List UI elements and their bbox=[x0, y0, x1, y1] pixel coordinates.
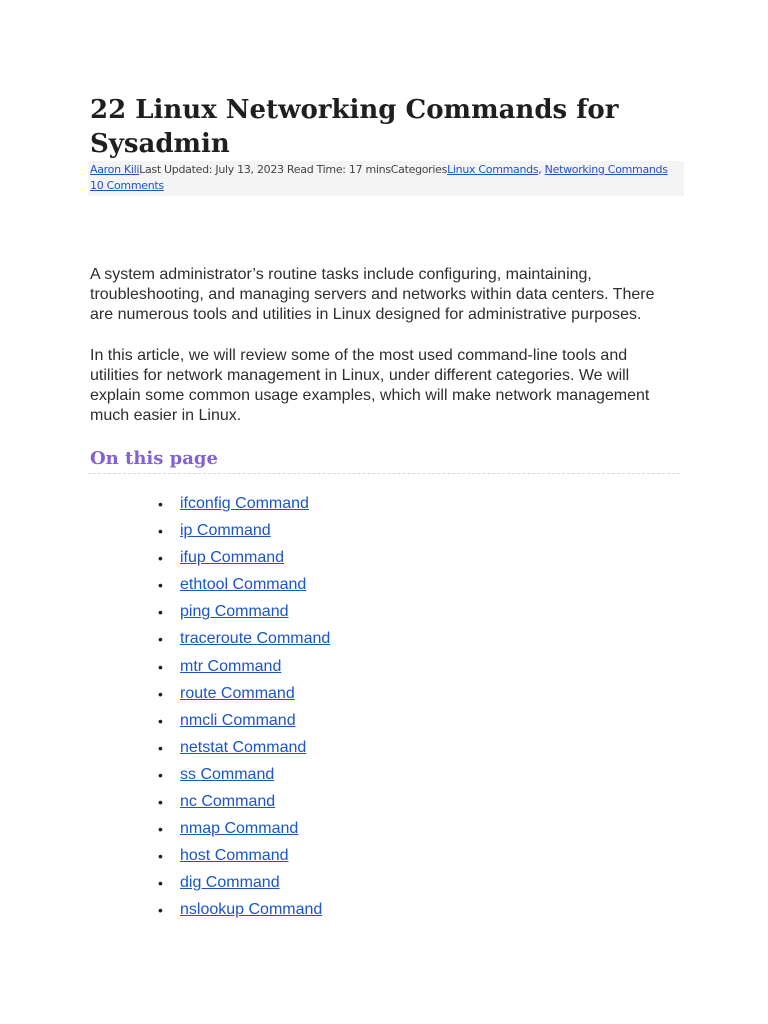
toc-item bbox=[158, 573, 330, 600]
author-link[interactable]: Aaron Kili bbox=[90, 163, 140, 176]
bullet-icon: • bbox=[158, 794, 163, 811]
toc-link[interactable]: host Command bbox=[180, 847, 289, 865]
toc-heading: On this page bbox=[90, 448, 218, 469]
toc-item bbox=[158, 546, 330, 573]
bullet-icon: • bbox=[158, 685, 163, 702]
intro-paragraph: A system administrator’s routine tasks include configuring, maintaining, troubleshooting, and managing servers and networks within data centers. There are numerous tools and utilities in Linux designed for administrative purposes. bbox=[90, 266, 655, 323]
comments-link[interactable]: 10 Comments bbox=[90, 179, 164, 192]
toc-item bbox=[158, 655, 330, 682]
toc-link[interactable]: nmap Command bbox=[180, 820, 299, 838]
bullet-icon: • bbox=[158, 631, 163, 648]
toc-link[interactable]: ifup Command bbox=[180, 549, 285, 567]
toc-list bbox=[158, 492, 330, 926]
bullet-icon: • bbox=[158, 496, 163, 512]
bullet-icon: • bbox=[158, 550, 163, 567]
toc-item bbox=[158, 763, 330, 790]
toc-link[interactable]: mtr Command bbox=[180, 657, 282, 675]
toc-item bbox=[158, 709, 330, 736]
toc-item bbox=[158, 871, 330, 898]
toc-link[interactable]: ip Command bbox=[180, 522, 271, 540]
bullet-icon: • bbox=[158, 523, 163, 540]
toc-link[interactable]: ethtool Command bbox=[180, 576, 307, 594]
toc-item bbox=[158, 898, 330, 925]
toc-item bbox=[158, 736, 330, 763]
bullet-icon: • bbox=[158, 766, 163, 783]
bullet-icon: • bbox=[158, 848, 163, 865]
bullet-icon: • bbox=[158, 875, 163, 892]
toc-link[interactable]: nslookup Command bbox=[180, 901, 323, 919]
toc-item bbox=[158, 790, 330, 817]
toc-item bbox=[158, 627, 330, 654]
toc-link[interactable]: ss Command bbox=[180, 765, 275, 783]
overview-paragraph: In this article, we will review some of the most used command-line tools and utilities for network management in Linux, under different categories. We will explain some common usage examples, which will make network management much easier in Linux. bbox=[90, 347, 650, 424]
toc-link[interactable]: ping Command bbox=[180, 603, 289, 621]
bullet-icon: • bbox=[158, 658, 163, 675]
bullet-icon: • bbox=[158, 902, 163, 919]
toc-item bbox=[158, 519, 330, 546]
toc-item bbox=[158, 600, 330, 627]
toc-item bbox=[158, 492, 330, 519]
bullet-icon: • bbox=[158, 739, 163, 756]
article-meta bbox=[88, 161, 684, 196]
category-separator: , bbox=[538, 163, 545, 176]
toc-link[interactable]: nc Command bbox=[180, 793, 276, 811]
categories-label: Categories bbox=[390, 163, 448, 176]
bullet-icon: • bbox=[158, 604, 163, 621]
category-link-linux-commands[interactable]: Linux Commands bbox=[447, 163, 539, 176]
toc-link[interactable]: nmcli Command bbox=[180, 711, 296, 729]
toc-item bbox=[158, 682, 330, 709]
last-updated-text: Last Updated: July 13, 2023 Read Time: 17 mins bbox=[139, 163, 391, 176]
bullet-icon: • bbox=[158, 577, 163, 594]
toc-link[interactable]: ifconfig Command bbox=[180, 495, 309, 512]
toc-link[interactable]: traceroute Command bbox=[180, 630, 331, 648]
toc-link[interactable]: dig Command bbox=[180, 874, 280, 892]
toc-item bbox=[158, 844, 330, 871]
toc-link[interactable]: route Command bbox=[180, 684, 295, 702]
article-title: 22 Linux Networking Commands for Sysadmin bbox=[90, 95, 619, 159]
category-link-networking-commands[interactable]: Networking Commands bbox=[544, 163, 668, 176]
toc-divider bbox=[88, 473, 680, 474]
toc-link[interactable]: netstat Command bbox=[180, 738, 307, 756]
bullet-icon: • bbox=[158, 712, 163, 729]
bullet-icon: • bbox=[158, 821, 163, 838]
toc-item bbox=[158, 817, 330, 844]
